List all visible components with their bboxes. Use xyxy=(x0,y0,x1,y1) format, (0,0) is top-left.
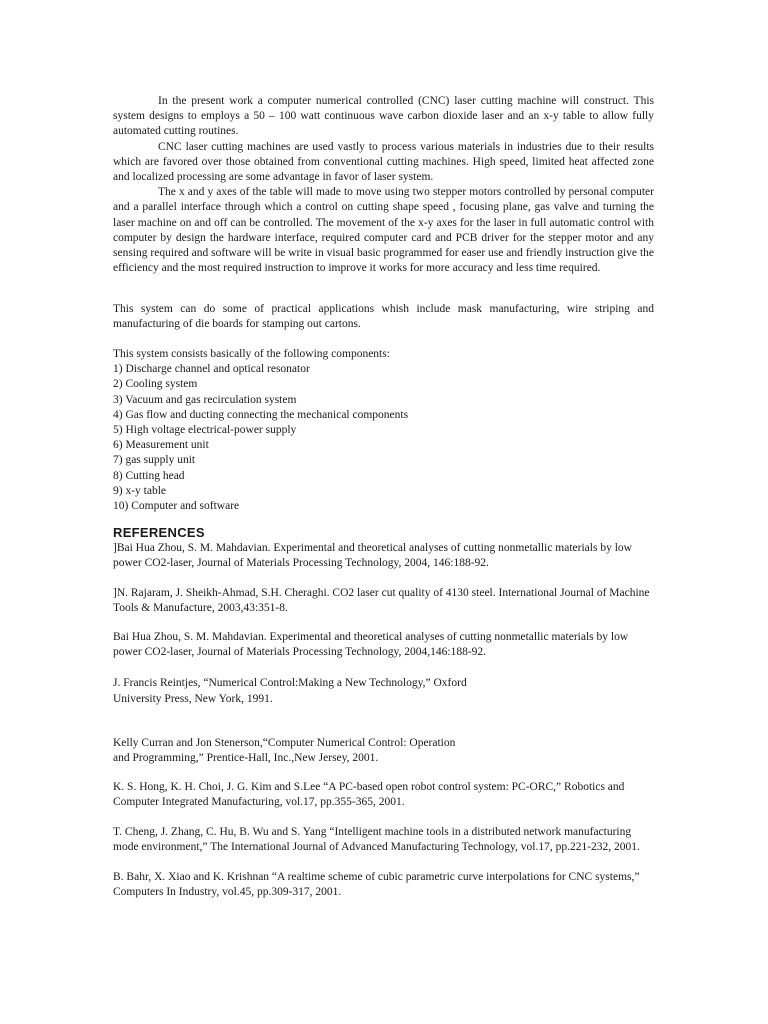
references-heading: REFERENCES xyxy=(113,525,205,540)
components-section xyxy=(113,347,654,514)
list-item: 6) Measurement unit xyxy=(113,439,209,452)
list-item: 8) Cutting head xyxy=(113,469,185,482)
reference-item: ]Bai Hua Zhou, S. M. Mahdavian. Experimental and theoretical analyses of cutting nonmetallic materials by low power CO2-laser, Journal of Materials Processing Technology, 2004, 146:188-92. xyxy=(113,542,632,570)
applications-paragraph: This system can do some of practical applications whish include mask manufacturing, wire striping and manufacturing of die boards for stamping out cartons. xyxy=(113,303,654,331)
list-item: 2) Cooling system xyxy=(113,378,198,391)
intro-paragraph: In the present work a computer numerical controlled (CNC) laser cutting machine will construct. This system designs to employs a 50 – 100 watt continuous wave carbon dioxide laser and an x-y table to allow fully automated cutting routines. xyxy=(113,95,654,138)
list-item: 1) Discharge channel and optical resonator xyxy=(113,363,310,376)
list-item: 9) x-y table xyxy=(113,484,167,497)
reference-item: B. Bahr, X. Xiao and K. Krishnan “A realtime scheme of cubic parametric curve interpolations for CNC systems,” Computers In Industry, vol.45, pp.309-317, 2001. xyxy=(113,871,640,899)
reference-item: K. S. Hong, K. H. Choi, J. G. Kim and S.Lee “A PC-based open robot control system: PC-ORC,” Robotics and Computer Integrated Manufacturing, vol.17, pp.355-365, 2001. xyxy=(113,781,625,809)
intro-paragraph: CNC laser cutting machines are used vastly to process various materials in industries due to their results which are favored over those obtained from conventional cutting machines. High speed, limited heat affected zone and localized processing are some advantage in favor of laser system. xyxy=(113,140,654,184)
applications-section xyxy=(113,302,654,332)
components-intro: This system consists basically of the following components: xyxy=(113,348,390,360)
list-item: 5) High voltage electrical-power supply xyxy=(113,424,297,437)
reference-item: and Programming,” Prentice-Hall, Inc.,New Jersey, 2001. xyxy=(113,752,379,764)
reference-item: University Press, New York, 1991. xyxy=(113,693,273,705)
list-item: 10) Computer and software xyxy=(113,500,240,513)
reference-item: Bai Hua Zhou, S. M. Mahdavian. Experimental and theoretical analyses of cutting nonmetallic materials by low power CO2-laser, Journal of Materials Processing Technology, 2004,146:188-92. xyxy=(113,631,629,659)
list-item: 3) Vacuum and gas recirculation system xyxy=(113,393,297,406)
reference-item: Kelly Curran and Jon Stenerson,“Computer Numerical Control: Operation xyxy=(113,737,456,749)
reference-item: J. Francis Reintjes, “Numerical Control:Making a New Technology,” Oxford xyxy=(113,677,467,689)
reference-item: ]N. Rajaram, J. Sheikh-Ahmad, S.H. Cheraghi. CO2 laser cut quality of 4130 steel. International Journal of Machine Tools & Manufacture, 2003,43:351-8. xyxy=(113,587,650,615)
list-item: 7) gas supply unit xyxy=(113,454,196,467)
intro-paragraph: The x and y axes of the table will made to move using two stepper motors controlled by personal computer and a parallel interface through which a control on cutting shape speed , focusing plane, gas valve and turning the laser machine on and off can be controlled. The movement of the x-y axes for the laser in full automatic control with computer by design the hardware interface, required computer card and PCB driver for the stepper motor and any sensing required and software will be write in visual basic programmed for easer use and friendly instruction give the efficiency and the most required instruction to improve it works for more accuracy and less time required. xyxy=(113,186,654,275)
reference-item: T. Cheng, J. Zhang, C. Hu, B. Wu and S. Yang “Intelligent machine tools in a distributed network manufacturing mode environment,” The International Journal of Advanced Manufacturing Technology, vol.17, pp.221-232, 2001. xyxy=(113,826,640,854)
components-list xyxy=(113,362,654,514)
list-item: 4) Gas flow and ducting connecting the mechanical components xyxy=(113,408,409,421)
intro-section xyxy=(113,94,654,276)
